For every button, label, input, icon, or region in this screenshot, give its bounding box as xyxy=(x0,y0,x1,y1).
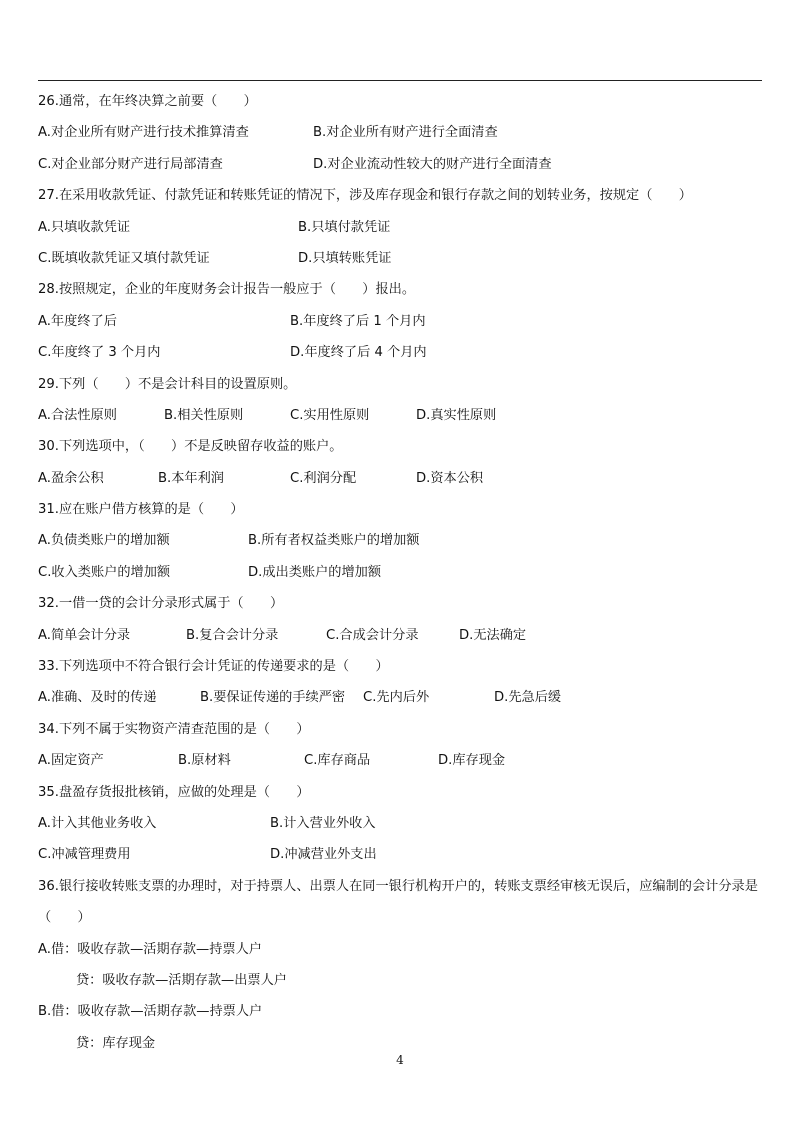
question-29-option-a[interactable]: A.合法性原则 xyxy=(38,407,117,423)
question-34-option-d[interactable]: D.库存现金 xyxy=(438,753,506,769)
question-28-option-a[interactable]: A.年度终了后 xyxy=(38,313,117,329)
question-29-option-c[interactable]: C.实用性原则 xyxy=(290,407,370,423)
question-35-option-a[interactable]: A.计入其他业务收入 xyxy=(38,815,157,831)
question-35-options-row-1 xyxy=(38,808,768,839)
question-29-option-b[interactable]: B.相关性原则 xyxy=(164,407,244,423)
question-31-options-row-2 xyxy=(38,557,768,588)
question-28-options-row-2 xyxy=(38,337,768,368)
question-35-stem: 35.盘盈存货报批核销，应做的处理是（ ） xyxy=(38,784,310,800)
question-35-option-b[interactable]: B.计入营业外收入 xyxy=(270,815,376,831)
question-32-stem: 32.一借一贷的会计分录形式属于（ ） xyxy=(38,596,284,612)
question-26-options-row-2 xyxy=(38,149,768,180)
question-27-option-a[interactable]: A.只填收款凭证 xyxy=(38,219,131,235)
question-29-option-d[interactable]: D.真实性原则 xyxy=(416,407,497,423)
question-30-option-a[interactable]: A.盈余公积 xyxy=(38,470,104,486)
question-36-option-b-credit: 贷：库存现金 xyxy=(76,1035,156,1051)
question-34-stem: 34.下列不属于实物资产清查范围的是（ ） xyxy=(38,721,310,737)
question-34-option-c[interactable]: C.库存商品 xyxy=(304,753,371,769)
question-29-stem: 29.下列（ ）不是会计科目的设置原则。 xyxy=(38,376,297,392)
question-32-option-a[interactable]: A.简单会计分录 xyxy=(38,627,131,643)
question-32-option-d[interactable]: D.无法确定 xyxy=(459,627,527,643)
question-35-option-d[interactable]: D.冲减营业外支出 xyxy=(270,847,377,863)
question-31-options-row-1 xyxy=(38,525,768,556)
question-28-options-row-1 xyxy=(38,306,768,337)
question-36-stem: 36.银行接收转账支票的办理时，对于持票人、出票人在同一银行机构开户的，转账支票经审核无误后，应编制的会计分录是（ ） xyxy=(38,878,758,926)
question-36-option-b-debit[interactable]: B.借：吸收存款—活期存款—持票人户 xyxy=(38,1004,263,1020)
question-27-options-row-2 xyxy=(38,243,768,274)
question-26-option-d[interactable]: D.对企业流动性较大的财产进行全面清查 xyxy=(313,156,552,172)
question-35-option-c[interactable]: C.冲减管理费用 xyxy=(38,847,131,863)
question-36-option-a-credit: 贷：吸收存款—活期存款—出票人户 xyxy=(76,972,287,988)
question-36-option-a-debit[interactable]: A.借：吸收存款—活期存款—持票人户 xyxy=(38,941,262,957)
question-26-option-b[interactable]: B.对企业所有财产进行全面清查 xyxy=(313,125,498,141)
question-33-option-d[interactable]: D.先急后缓 xyxy=(494,690,562,706)
question-32-option-b[interactable]: B.复合会计分录 xyxy=(186,627,279,643)
question-33-option-b[interactable]: B.要保证传递的手续严密 xyxy=(200,690,346,706)
question-26-stem: 26.通常，在年终决算之前要（ ） xyxy=(38,94,257,109)
question-28-option-d[interactable]: D.年度终了后 4 个月内 xyxy=(290,345,427,361)
question-31-option-a[interactable]: A.负债类账户的增加额 xyxy=(38,533,170,549)
header-rule xyxy=(38,80,762,81)
question-30-stem: 30.下列选项中，（ ）不是反映留存收益的账户。 xyxy=(38,439,343,455)
question-33-stem: 33.下列选项中不符合银行会计凭证的传递要求的是（ ） xyxy=(38,659,389,675)
question-27-option-c[interactable]: C.既填收款凭证又填付款凭证 xyxy=(38,250,210,266)
question-29-options-row xyxy=(38,400,768,431)
question-33-option-a[interactable]: A.准确、及时的传递 xyxy=(38,690,157,706)
question-32-options-row xyxy=(38,620,768,651)
question-30-option-c[interactable]: C.利润分配 xyxy=(290,470,357,486)
question-35-options-row-2 xyxy=(38,839,768,870)
question-31-stem: 31.应在账户借方核算的是（ ） xyxy=(38,502,244,518)
question-27-stem: 27.在采用收款凭证、付款凭证和转账凭证的情况下，涉及库存现金和银行存款之间的划转业务，按规定（ ） xyxy=(38,188,692,204)
question-31-option-c[interactable]: C.收入类账户的增加额 xyxy=(38,564,171,580)
question-33-options-row xyxy=(38,682,768,713)
question-34-option-a[interactable]: A.固定资产 xyxy=(38,753,104,769)
page-number: 4 xyxy=(396,1053,404,1067)
question-31-option-b[interactable]: B.所有者权益类账户的增加额 xyxy=(248,533,420,549)
question-30-option-b[interactable]: B.本年利润 xyxy=(158,470,224,486)
question-27-option-d[interactable]: D.只填转账凭证 xyxy=(298,250,392,266)
question-32-option-c[interactable]: C.合成会计分录 xyxy=(326,627,419,643)
question-33-option-c[interactable]: C.先内后外 xyxy=(363,690,430,706)
question-28-stem: 28.按照规定，企业的年度财务会计报告一般应于（ ）报出。 xyxy=(38,282,416,298)
question-26-option-a[interactable]: A.对企业所有财产进行技术推算清查 xyxy=(38,125,249,141)
question-28-option-c[interactable]: C.年度终了 3 个月内 xyxy=(38,345,161,361)
question-list xyxy=(38,86,768,1059)
question-34-options-row xyxy=(38,745,768,776)
question-27-options-row-1 xyxy=(38,212,768,243)
question-28-option-b[interactable]: B.年度终了后 1 个月内 xyxy=(290,313,426,329)
question-27-option-b[interactable]: B.只填付款凭证 xyxy=(298,219,391,235)
question-26-option-c[interactable]: C.对企业部分财产进行局部清查 xyxy=(38,156,223,172)
question-30-option-d[interactable]: D.资本公积 xyxy=(416,470,484,486)
question-31-option-d[interactable]: D.成出类账户的增加额 xyxy=(248,564,382,580)
question-34-option-b[interactable]: B.原材料 xyxy=(178,753,231,769)
question-30-options-row xyxy=(38,463,768,494)
question-26-options-row-1 xyxy=(38,117,768,148)
